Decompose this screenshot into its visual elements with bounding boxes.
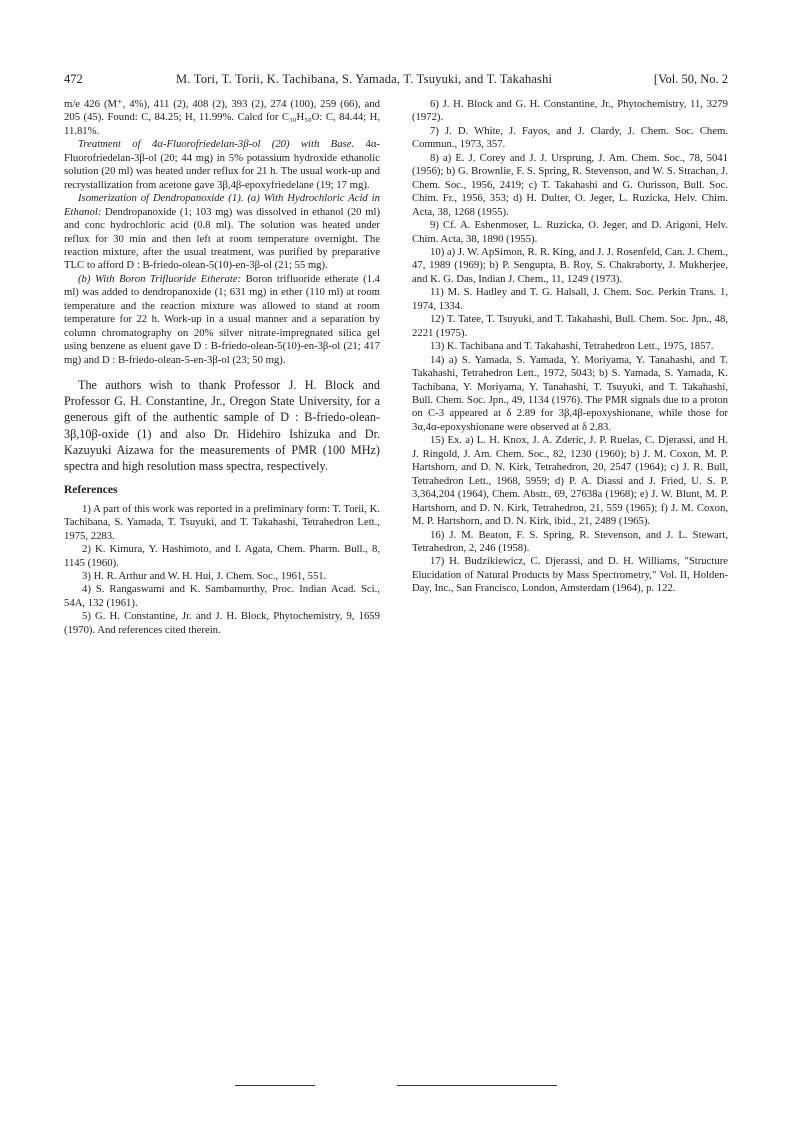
references-heading: References <box>64 484 118 497</box>
isomerization-heading: Isomerization of Dendropanoxide (1). <box>78 192 244 205</box>
end-rule-left <box>235 1085 315 1086</box>
bf3-subheading: (b) With Boron Trifluoride Etherate: <box>78 272 242 285</box>
reference-item: 15) Ex. a) L. H. Knox, J. A. Zderic, J. P. Ruelas, C. Djerassi, and H. J. Ringold, J. Am. Chem. Soc., 82, 1230 (1960); b) J. M. Coxon, M. P. Hartshorn, and D. N. Kirk, Tetrahedron, 20, 2547 (1964); c) J. R. Bull, Tetrahedron Lett., 1968, 5959; d) P. A. Diassi and J. Fried, U. S. P. 3,364,204 (1964), Chem. Abstr., 69, 27638a (1968); e) J. W. Blunt, M. P. Hartshorn, and D. N. Kirk, Tetrahedron, 21, 559 (1965); f) J. M. Coxon, M. P. Hartshorn, and D. N. Kirk, ibid., 21, 2489 (1965). <box>412 434 728 528</box>
reference-item: 3) H. R. Arthur and W. H. Hui, J. Chem. Soc., 1961, 551. <box>82 570 327 582</box>
reference-item: 16) J. M. Beaton, F. S. Spring, R. Stevenson, and J. L. Stewart, Tetrahedron, 2, 246 (1958). <box>412 528 728 554</box>
left-column <box>64 98 380 637</box>
bf3-body: Boron trifluoride etherate (1.4 ml) was added to dendropanoxide (1; 631 mg) in ether (110 ml) at room temperature and the reaction mixture was allowed to stand at room temperature for 22 h. Work-up in a usual manner and a separation by column chromatography on 20% silver nitrate-impregnated silica gel using benzene as eluent gave D : B-friedo-olean-5(10)-en-3β-ol (21; 417 mg) and D : B-friedo-olean-5-en-3β-ol (23; 50 mg). <box>64 272 381 366</box>
header-authors: M. Tori, T. Torii, K. Tachibana, S. Yamada, T. Tsuyuki, and T. Takahashi <box>176 72 553 86</box>
isomerization-paragraph <box>64 192 380 273</box>
running-header <box>64 72 728 88</box>
reference-item: 7) J. D. White, J. Fayos, and J. Clardy, J. Chem. Soc. Chem. Commun., 1973, 357. <box>412 124 728 151</box>
treatment-body: 4α-Fluorofriedelan-3β-ol (20; 44 mg) in 5% potassium hydroxide ethanolic solution (20 ml) was heated under reflux for 21 h. The usual work-up and recrystallization from acetone gave 3β,4β-epoxyfriedelane (19; 17 mg). <box>64 138 380 191</box>
reference-item: 2) K. Kimura, Y. Hashimoto, and I. Agata, Chem. Pharm. Bull., 8, 1145 (1960). <box>64 543 380 569</box>
treatment-heading: Treatment of 4α-Fluorofriedelan-3β-ol (20) with Base. <box>78 138 355 151</box>
reference-item: 12) T. Tatee, T. Tsuyuki, and T. Takahashi, Bull. Chem. Soc. Jpn., 48, 2221 (1975). <box>412 313 728 339</box>
hcl-subheading: (a) With Hydrochloric Acid in Ethanol: <box>64 192 380 218</box>
bf3-paragraph <box>64 273 380 367</box>
header-volume: [Vol. 50, No. 2 <box>653 72 728 86</box>
reference-item: 14) a) S. Yamada, S. Yamada, Y. Moriyama, Y. Tanahashi, and T. Takahashi, Tetrahedron Lett., 1972, 5043; b) S. Yamada, S. Yamada, K. Tachibana, Y. Moriyama, Y. Tanahashi, T. Tsuyuki, and T. Takahashi, Bull. Chem. Soc. Jpn., 49, 1134 (1976). The PMR signals due to a proton on C-3 appeared at δ 2.89 for 3β,4β-epoxyshionane, while those for 3α,4α-epoxyshionane were observed at δ 2.83. <box>412 353 728 433</box>
reference-item: 8) a) E. J. Corey and J. J. Ursprung, J. Am. Chem. Soc., 78, 5041 (1956); b) G. Brownlie, F. S. Spring, R. Stevenson, and W. S. Strachan, J. Chem. Soc., 1956, 2419; c) T. Takahashi and G. Ourisson, Bull. Soc. Chim. Fr., 1956, 353; d) H. Dulter, O. Jeger, L. Ruzicka, Helv. Chim. Acta, 38, 1268 (1955). <box>412 151 728 218</box>
reference-item: 11) M. S. Hadley and T. G. Halsall, J. Chem. Soc. Perkin Trans. 1, 1974, 1334. <box>412 286 728 312</box>
end-rule-right <box>397 1085 557 1086</box>
reference-item: 13) K. Tachibana and T. Takahashi, Tetrahedron Lett., 1975, 1857. <box>430 340 714 353</box>
reference-item: 5) G. H. Constantine, Jr. and J. H. Block, Phytochemistry, 9, 1659 (1970). And references cited therein. <box>64 610 380 636</box>
treatment-paragraph <box>64 138 380 192</box>
page-number: 472 <box>64 72 83 86</box>
mass-spec-paragraph: m/e 426 (M⁺, 4%), 411 (2), 408 (2), 393 (2), 274 (100), 259 (66), and 205 (45). Found: C, 84.25; H, 11.99%. Calcd for C₃₀H₅₀O: C, 84.44; H, 11.81%. <box>64 98 380 137</box>
acknowledgement: The authors wish to thank Professor J. H. Block and Professor G. H. Constantine, Jr., Oregon State University, for a generous gift of the authentic sample of D : B-friedo-olean-3β,10β-oxide (1) and also Dr. Hidehiro Ishizuka and Dr. Kazuyuki Aizawa for the measurements of PMR (100 MHz) spectra and high resolution mass spectra, respectively. <box>64 378 380 474</box>
reference-item: 4) S. Rangaswami and K. Sambamurthy, Proc. Indian Acad. Sci., 54A, 132 (1961). <box>64 583 380 609</box>
reference-item: 1) A part of this work was reported in a preliminary form: T. Torii, K. Tachibana, S. Yamada, T. Tsuyuki, and T. Takahashi, Tetrahedron Lett., 1975, 2283. <box>64 502 380 542</box>
right-column <box>412 98 728 596</box>
reference-item: 10) a) J. W. ApSimon, R. R. King, and J. J. Rosenfeld, Can. J. Chem., 47, 1989 (1969); b) P. Sengupta, B. Roy, S. Chakraborty, J. Mukherjee, and K. G. Das, Indian J. Chem., 11, 1249 (1973). <box>412 245 728 285</box>
reference-item: 6) J. H. Block and G. H. Constantine, Jr., Phytochemistry, 11, 3279 (1972). <box>412 98 728 124</box>
hcl-body: Dendropanoxide (1; 103 mg) was dissolved in ethanol (20 ml) and conc hydrochloric acid (0.8 ml). The solution was heated under reflux for 30 min and then left at room temperature overnight. The reaction mixture, after the usual treatment, was purified by preparative TLC to afford D : B-friedo-olean-5(10)-en-3β-ol (21; 55 mg). <box>64 205 380 272</box>
reference-item: 9) Cf. A. Eshenmoser, L. Ruzicka, O. Jeger, and D. Arigoni, Helv. Chim. Acta, 38, 1890 (1955). <box>412 219 728 245</box>
reference-item: 17) H. Budzikiewicz, C. Djerassi, and D. H. Williams, "Structure Elucidation of Natural Products by Mass Spectrometry," Vol. II, Holden-Day, Inc., San Francisco, London, Amsterdam (1964), p. 122. <box>412 555 728 595</box>
